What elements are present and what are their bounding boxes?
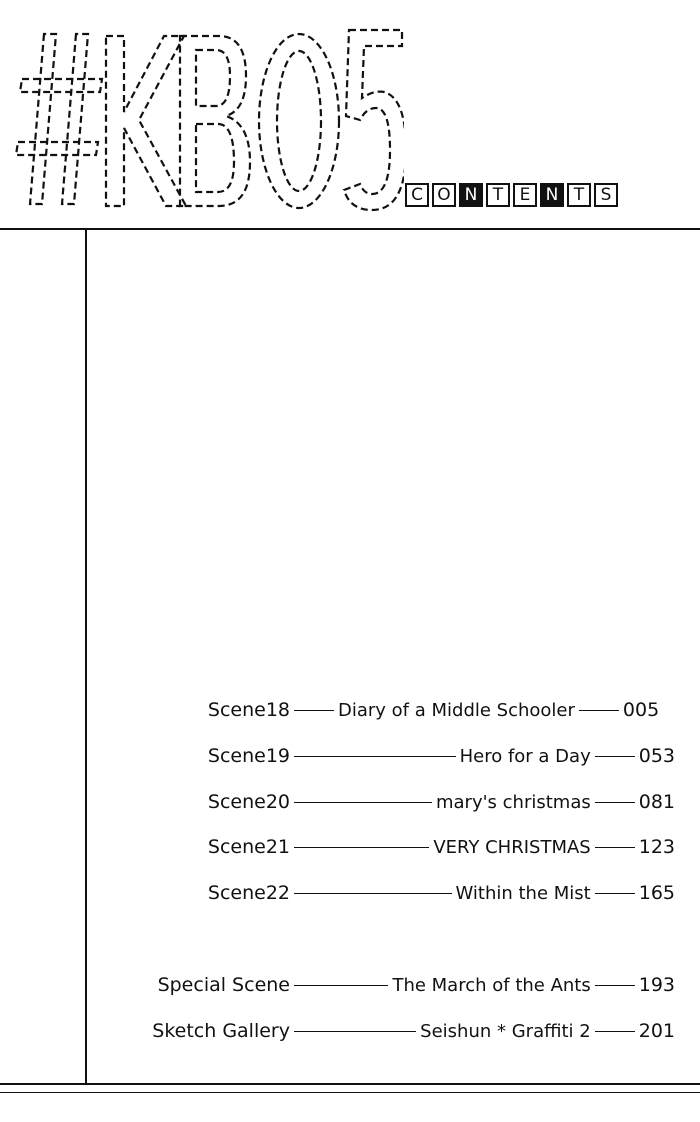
toc-leader <box>294 985 388 986</box>
toc-page: 193 <box>638 974 675 996</box>
toc-leader <box>294 710 334 711</box>
toc-title: The March of the Ants <box>392 974 591 996</box>
toc-page: 053 <box>638 745 675 767</box>
header-rule <box>0 228 700 230</box>
toc-leader <box>595 847 635 848</box>
toc-title: Hero for a Day <box>459 745 591 767</box>
toc-leader <box>595 802 635 803</box>
toc-leader <box>294 847 429 848</box>
toc-leader <box>595 756 635 757</box>
contents-letter: S <box>594 183 618 207</box>
logo-five <box>344 30 404 210</box>
contents-letter: C <box>405 183 429 207</box>
logo-zero <box>259 34 339 208</box>
toc-page: 123 <box>638 836 675 858</box>
toc-label: Scene22 <box>207 882 290 904</box>
logo-hash <box>16 34 102 204</box>
toc-leader <box>595 1031 635 1032</box>
toc-leader <box>579 710 619 711</box>
toc-page: 081 <box>638 791 675 813</box>
footer-rule <box>0 1083 700 1085</box>
contents-letter: E <box>513 183 537 207</box>
toc-entry[interactable] <box>140 695 675 725</box>
toc-title: Diary of a Middle Schooler <box>338 699 575 721</box>
title-logo <box>14 24 404 214</box>
toc-title: VERY CHRISTMAS <box>433 836 591 858</box>
toc-page: 165 <box>638 882 675 904</box>
toc-label: Scene19 <box>207 745 290 767</box>
toc-entry[interactable] <box>140 787 675 817</box>
toc-entry[interactable] <box>140 741 675 771</box>
toc-entry[interactable] <box>140 832 675 862</box>
contents-letter: T <box>486 183 510 207</box>
logo-k <box>106 36 186 206</box>
toc-title: mary's christmas <box>435 791 591 813</box>
contents-letter: T <box>567 183 591 207</box>
toc-label: Scene20 <box>207 791 290 813</box>
toc-leader <box>595 985 635 986</box>
contents-letter: N <box>540 183 564 207</box>
toc-label: Scene18 <box>207 699 290 721</box>
toc-leader <box>294 1031 416 1032</box>
toc-leader <box>294 756 456 757</box>
toc-label: Special Scene <box>157 974 290 996</box>
toc-page: 201 <box>638 1020 675 1042</box>
toc-leader <box>294 802 432 803</box>
footer-rule-thin <box>0 1092 700 1093</box>
toc-entry[interactable] <box>140 970 675 1000</box>
margin-rule <box>85 229 87 1084</box>
toc-page: 005 <box>622 699 660 721</box>
toc-label: Sketch Gallery <box>152 1020 290 1042</box>
toc-title: Within the Mist <box>455 882 591 904</box>
toc-leader <box>294 893 452 894</box>
title-logo-graphic <box>14 24 404 214</box>
toc-title: Seishun * Graffiti 2 <box>420 1020 591 1042</box>
contents-letter: O <box>432 183 456 207</box>
logo-b <box>180 36 250 206</box>
toc-leader <box>595 893 635 894</box>
contents-heading <box>405 183 621 207</box>
toc-entry[interactable] <box>140 1016 675 1046</box>
contents-letter: N <box>459 183 483 207</box>
toc-entry[interactable] <box>140 878 675 908</box>
toc-label: Scene21 <box>207 836 290 858</box>
